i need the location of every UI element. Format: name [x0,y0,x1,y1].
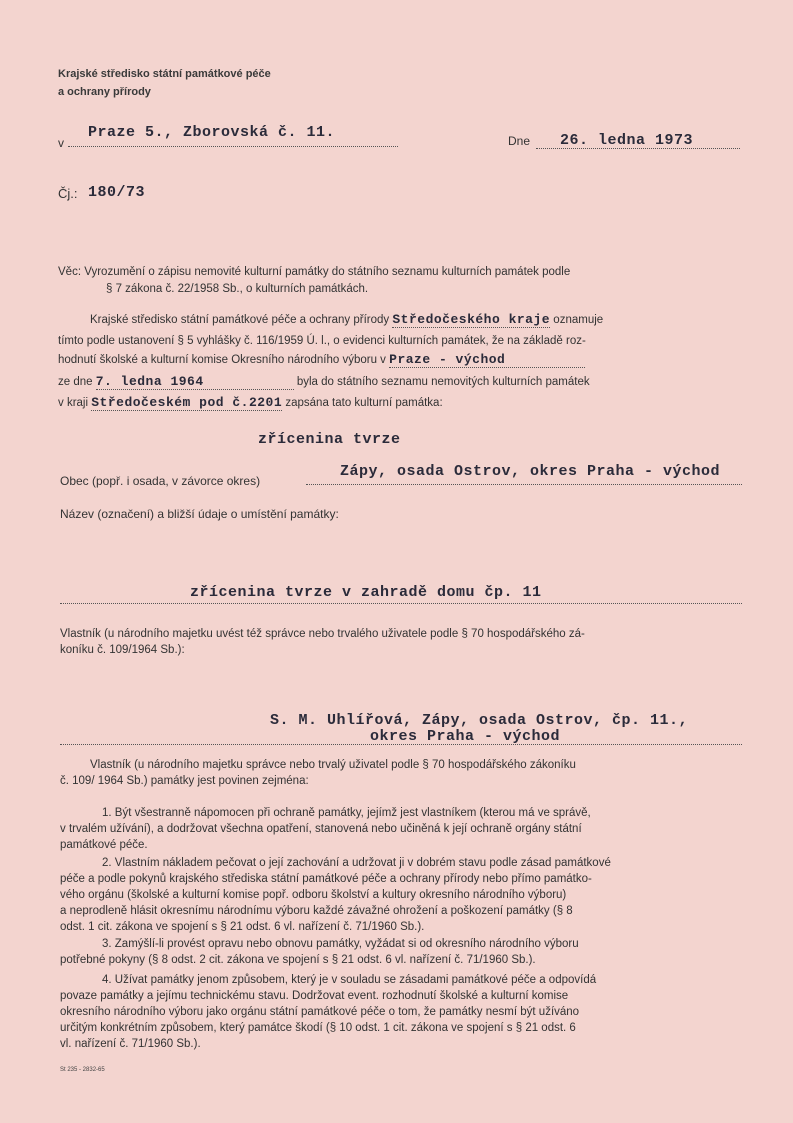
owner-label-line2: koníku č. 109/1964 Sb.): [60,644,185,656]
municipality-label: Obec (popř. i osada, v závorce okres) [60,474,261,488]
intro-line1 [90,312,742,328]
date-line [536,148,740,149]
duties-intro-line1: Vlastník (u národního majetku správce nebo trvalý uživatel podle § 70 hospodářského zákoníku [90,759,576,771]
date-value: 26. ledna 1973 [560,132,694,149]
decision-date-fill: 7. ledna 1964 [96,374,294,390]
designation-value: zřícenina tvrze v zahradě domu čp. 11 [190,584,542,601]
ref-value: 180/73 [88,184,146,201]
duty-3 [60,936,742,968]
duty-3-line: potřebné pokyny (§ 8 odst. 2 cit. zákona ve spojení s § 21 odst. 6 vl. nařízení č. 71/1960 Sb.). [60,954,536,966]
duty-4-line: vl. nařízení č. 71/1960 Sb.). [60,1038,201,1050]
duty-3-line: 3. Zamýšlí-li provést opravu nebo obnovu památky, vyžádat si od okresního národního výboru [102,938,579,950]
duty-1 [60,805,742,853]
intro-text-1b: oznamuje [553,314,604,326]
intro-line2: tímto podle ustanovení § 5 vyhlášky č. 116/1959 Ú. l., o evidenci kulturních památek, že na základě roz- [58,335,586,347]
intro-line3 [58,352,742,368]
intro-text-5b: zapsána tato kulturní památka: [285,397,443,409]
subject-label: Věc: [58,266,82,278]
place-line [68,146,398,147]
duty-2-line: vého orgánu (školské a kulturní komise popř. odboru školství a kultury okresního národního výboru) [60,889,567,901]
duty-2 [60,855,742,935]
intro-line4 [58,374,742,390]
subject [58,264,742,280]
duty-2-line: odst. 1 cit. zákona ve spojení s § 21 odst. 6 vl. nařízení č. 71/1960 Sb.). [60,921,425,933]
duty-2-line: a neprodleně hlásit okresnímu národnímu výboru každé závažné ohrožení a poškození památky (§ 8 [60,905,573,917]
intro-text-5a: v kraji [58,397,89,409]
owner-value-line2: okres Praha - východ [370,728,561,745]
district-fill: Praze - východ [389,352,585,368]
duty-1-line: 1. Být všestranně nápomocen při ochraně památky, jejímž jest vlastníkem (kterou má ve správě, [102,807,591,819]
owner-value-line1: S. M. Uhlířová, Zápy, osada Ostrov, čp. 11., [270,712,689,729]
owner-label-line1: Vlastník (u národního majetku uvést též správce nebo trvalého uživatele podle § 70 hospodářského zá- [60,628,585,640]
form-code: St 235 - 2832-65 [60,1067,105,1073]
intro-text-3a: hodnutí školské a kulturní komise Okresního národního výboru v [58,354,386,366]
duty-4-line: 4. Užívat památky jenom způsobem, který je v souladu se zásadami památkové péče a odpovídá [102,974,597,986]
monument-name: zřícenina tvrze [258,431,401,448]
place-prefix: v [58,136,64,150]
duty-1-line: památkové péče. [60,839,148,851]
duty-2-line: 2. Vlastním nákladem pečovat o její zachování a udržovat ji v dobrém stavu podle zásad památkové [102,857,611,869]
designation-label: Název (označení) a bližší údaje o umístění památky: [60,507,339,521]
org-name-line1: Krajské středisko státní památkové péče [58,68,271,80]
place-value: Praze 5., Zborovská č. 11. [88,124,336,141]
designation-line [60,603,742,604]
org-name-line2: a ochrany přírody [58,86,151,98]
subject-line2: § 7 zákona č. 22/1958 Sb., o kulturních památkách. [106,283,369,295]
subject-line1: Vyrozumění o zápisu nemovité kulturní památky do státního seznamu kulturních památek podle [84,266,571,278]
ref-label: Čj.: [58,186,78,201]
intro-line5 [58,395,742,411]
duties-intro-line2: č. 109/ 1964 Sb.) památky jest povinen zejména: [60,775,309,787]
duty-4 [60,972,742,1052]
intro-text-4b: byla do státního seznamu nemovitých kulturních památek [296,376,590,388]
duty-4-line: určitým konkrétním způsobem, který památce škodí (§ 10 odst. 1 cit. zákona ve spojení s § 21 odst. 6 [60,1022,576,1034]
duty-4-line: povaze památky a jejímu technickému stavu. Dodržovat event. rozhodnutí školské a kulturní komise [60,990,569,1002]
duty-2-line: péče a podle pokynů krajského střediska státní památkové péče a ochrany přírody nebo přímo památko- [60,873,592,885]
municipality-value: Zápy, osada Ostrov, okres Praha - východ [340,463,721,480]
municipality-line [306,484,742,485]
intro-text-1a: Krajské středisko státní památkové péče a ochrany přírody [90,314,390,326]
duty-4-line: okresního národního výboru jako orgánu státní památkové péče o tom, že památky nesmí být užíváno [60,1006,580,1018]
duty-1-line: v trvalém užívání), a dodržovat všechna opatření, stanovená nebo učiněná k její ochraně orgány státní [60,823,582,835]
owner-line [60,744,742,745]
register-number-fill: Středočeském pod č.2201 [91,395,283,410]
intro-text-4a: ze dne [58,376,93,388]
date-prefix: Dne [508,134,531,148]
region-fill: Středočeského kraje [392,312,551,327]
